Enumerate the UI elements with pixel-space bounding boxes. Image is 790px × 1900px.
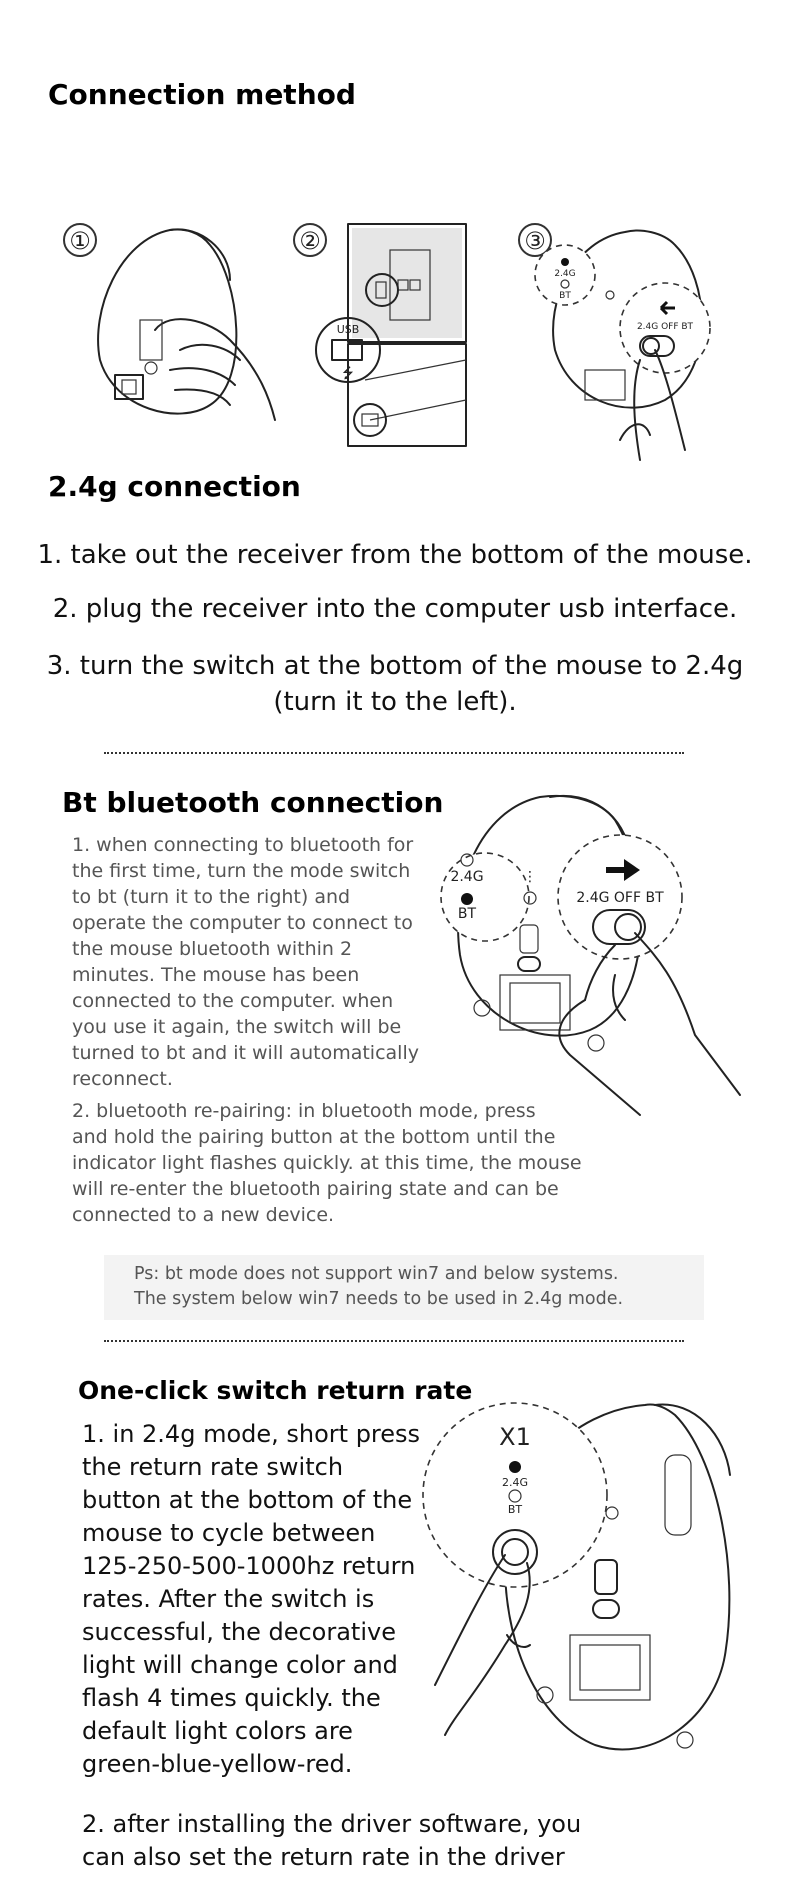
mouse-bottom-hand-icon xyxy=(60,220,290,430)
svg-text:⭍: ⭍ xyxy=(342,366,354,382)
g24-step-3: 3. turn the switch at the bottom of the mouse to 2.4g xyxy=(46,651,744,681)
g24-step-2: 2. plug the receiver into the computer usb interface. xyxy=(52,594,738,624)
bt-paragraph-2: 2. bluetooth re-pairing: in bluetooth mode, press and hold the pairing button at the bottom until the indicator light flashes quickly. at this time, the mouse will re-enter the bluetooth pairing state and can be connected to a new device. xyxy=(72,1100,582,1226)
g24-connection-title: 2.4g connection xyxy=(48,470,301,503)
g24-step-3-note: (turn it to the left). xyxy=(273,687,517,717)
return-rate-paragraph-2: 2. after installing the driver software, you can also set the return rate in the driver xyxy=(82,1810,582,1871)
illustration-return-rate xyxy=(395,1395,755,1790)
divider-2 xyxy=(104,1340,684,1342)
svg-text:2.4G OFF BT: 2.4G OFF BT xyxy=(636,322,694,332)
svg-text:2.4G: 2.4G xyxy=(554,269,576,279)
illustration-plug-receiver xyxy=(290,220,470,450)
step-marker-3: ③ xyxy=(524,227,546,255)
svg-text:BT: BT xyxy=(559,291,571,301)
mouse-switch-24g-icon xyxy=(515,220,745,480)
ps-note: Ps: bt mode does not support win7 and below systems. The system below win7 needs to be used in 2.4g mode. xyxy=(134,1264,624,1309)
press-count-label: X1 xyxy=(499,1423,531,1451)
computer-usb-port-icon xyxy=(290,220,470,450)
mouse-switch-bt-icon xyxy=(410,785,740,1115)
illustration-switch-bt xyxy=(410,785,740,1115)
return-rate-paragraph-1: 1. in 2.4g mode, short press the return rate switch button at the bottom of the mouse to cycle between 125-250-500-1000hz return rates. After the switch is successful, the decorative light will change color and flash 4 times quickly. the default light colors are green-blue-yellow-red. xyxy=(82,1420,421,1778)
usb-label: USB xyxy=(336,323,360,336)
mouse-return-rate-button-icon xyxy=(395,1395,755,1790)
divider-1 xyxy=(104,752,684,754)
svg-text:BT: BT xyxy=(457,906,477,922)
return-rate-title: One-click switch return rate xyxy=(78,1376,473,1405)
step-marker-1: ① xyxy=(69,227,91,255)
svg-text:BT: BT xyxy=(507,1503,523,1516)
g24-step-1: 1. take out the receiver from the bottom of the mouse. xyxy=(37,540,753,570)
svg-text:2.4G OFF BT: 2.4G OFF BT xyxy=(576,890,664,906)
svg-text:2.4G: 2.4G xyxy=(450,869,484,885)
svg-text:2.4G: 2.4G xyxy=(501,1476,529,1489)
bt-paragraph-1: 1. when connecting to bluetooth for the first time, turn the mode switch to bt (turn it to the right) and operate the computer to connect to the mouse bluetooth within 2 minutes. The mouse has been connected to the computer. when you use it again, the switch will be turned to bt and it will automatically reconnect. xyxy=(72,834,419,1090)
svg-text:⋮: ⋮ xyxy=(523,869,537,885)
illustration-receiver-removal xyxy=(60,220,290,430)
illustration-switch-24g xyxy=(515,220,745,480)
bt-connection-title: Bt bluetooth connection xyxy=(62,786,444,819)
connection-method-title: Connection method xyxy=(48,78,356,111)
step-marker-2: ② xyxy=(299,227,321,255)
